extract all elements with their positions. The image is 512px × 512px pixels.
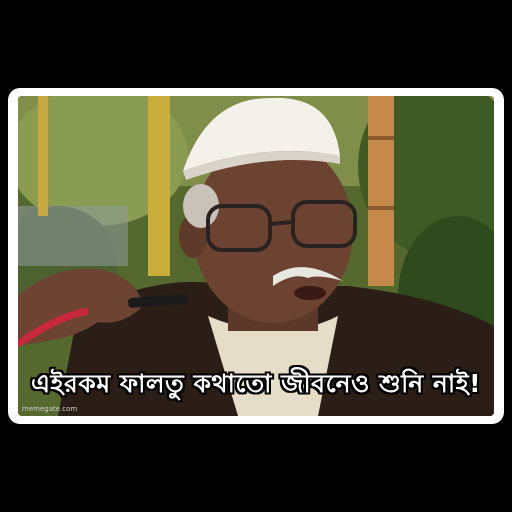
meme-caption: এইরকম ফালতু কথাতো জীবনেও শুনি নাই! xyxy=(30,369,482,398)
bamboo-pole-left xyxy=(38,96,48,216)
bamboo-pole-right xyxy=(368,96,394,286)
bamboo-pole-center xyxy=(148,96,170,276)
background-wall xyxy=(18,206,128,266)
watermark-text: memegate.com xyxy=(22,405,78,413)
